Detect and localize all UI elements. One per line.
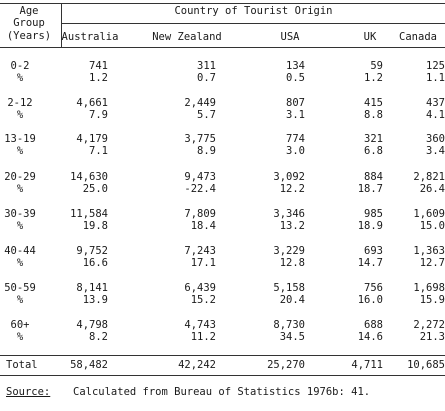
percent-cell-new-zealand: 8.9 (197, 145, 216, 157)
percent-cell-uk: 8.8 (364, 109, 383, 121)
percent-cell-usa: 34.5 (279, 331, 305, 343)
percent-cell-new-zealand: -22.4 (184, 183, 216, 195)
count-cell-canada: 1,698 (413, 282, 445, 294)
header-bottom-rule (0, 47, 445, 48)
count-cell-canada: 2,272 (413, 319, 445, 331)
percent-cell-canada: 1.1 (426, 72, 445, 84)
percent-cell-uk: 16.0 (357, 294, 383, 306)
table-top-rule (0, 3, 445, 4)
percent-cell-canada: 15.0 (419, 220, 445, 232)
percent-cell-australia: 16.6 (82, 257, 108, 269)
count-cell-canada: 360 (426, 133, 445, 145)
count-cell-australia: 4,798 (76, 319, 108, 331)
age-group-label: 13-19 (4, 133, 36, 145)
percent-cell-canada: 15.9 (419, 294, 445, 306)
age-group-label: 50-59 (4, 282, 36, 294)
percent-cell-usa: 13.2 (279, 220, 305, 232)
column-header-canada: Canada (399, 31, 437, 43)
total-cell-australia: 58,482 (70, 359, 108, 371)
percent-cell-canada: 12.7 (419, 257, 445, 269)
age-group-label: 60+ (10, 319, 30, 331)
count-cell-uk: 321 (364, 133, 383, 145)
stub-header-line-2: Group (13, 17, 45, 29)
percent-cell-usa: 12.2 (279, 183, 305, 195)
percent-cell-australia: 13.9 (82, 294, 108, 306)
percent-label: % (16, 145, 24, 157)
table-bottom-rule (0, 375, 445, 376)
percent-cell-new-zealand: 11.2 (190, 331, 216, 343)
percent-label: % (16, 257, 24, 269)
total-cell-canada: 10,685 (407, 359, 445, 371)
count-cell-new-zealand: 9,473 (184, 171, 216, 183)
age-group-label: 0-2 (10, 60, 30, 72)
count-cell-new-zealand: 7,243 (184, 245, 216, 257)
percent-cell-australia: 8.2 (89, 331, 108, 343)
percent-label: % (16, 109, 24, 121)
total-cell-usa: 25,270 (267, 359, 305, 371)
age-group-label: 2-12 (7, 97, 33, 109)
percent-cell-uk: 18.7 (357, 183, 383, 195)
count-cell-usa: 134 (286, 60, 305, 72)
count-cell-usa: 8,730 (273, 319, 305, 331)
count-cell-canada: 125 (426, 60, 445, 72)
column-header-uk: UK (363, 31, 377, 43)
percent-cell-australia: 25.0 (82, 183, 108, 195)
group-header: Country of Tourist Origin (174, 5, 333, 17)
total-label: Total (6, 359, 38, 371)
count-cell-new-zealand: 3,775 (184, 133, 216, 145)
percent-cell-canada: 3.4 (426, 145, 445, 157)
group-header-rule (62, 23, 445, 24)
count-cell-usa: 5,158 (273, 282, 305, 294)
count-cell-usa: 3,092 (273, 171, 305, 183)
percent-cell-canada: 21.3 (419, 331, 445, 343)
age-group-label: 30-39 (4, 208, 36, 220)
percent-cell-australia: 1.2 (89, 72, 108, 84)
count-cell-uk: 693 (364, 245, 383, 257)
percent-cell-new-zealand: 15.2 (190, 294, 216, 306)
percent-label: % (16, 183, 24, 195)
column-header-australia: Australia (61, 31, 119, 43)
count-cell-new-zealand: 4,743 (184, 319, 216, 331)
total-cell-uk: 4,711 (351, 359, 383, 371)
percent-cell-usa: 3.1 (286, 109, 305, 121)
count-cell-australia: 11,584 (70, 208, 108, 220)
count-cell-canada: 1,363 (413, 245, 445, 257)
count-cell-australia: 14,630 (70, 171, 108, 183)
source-text: Calculated from Bureau of Statistics 1976b: 41. (73, 386, 371, 398)
count-cell-uk: 415 (364, 97, 383, 109)
percent-cell-uk: 14.7 (357, 257, 383, 269)
percent-cell-new-zealand: 17.1 (190, 257, 216, 269)
count-cell-new-zealand: 2,449 (184, 97, 216, 109)
stub-header-line-3: (Years) (6, 30, 52, 42)
count-cell-uk: 756 (364, 282, 383, 294)
percent-cell-new-zealand: 5.7 (197, 109, 216, 121)
count-cell-usa: 3,346 (273, 208, 305, 220)
percent-label: % (16, 72, 24, 84)
count-cell-australia: 4,661 (76, 97, 108, 109)
percent-label: % (16, 294, 24, 306)
column-header-usa: USA (280, 31, 300, 43)
count-cell-usa: 807 (286, 97, 305, 109)
percent-cell-usa: 3.0 (286, 145, 305, 157)
count-cell-canada: 1,609 (413, 208, 445, 220)
count-cell-new-zealand: 7,809 (184, 208, 216, 220)
total-cell-new-zealand: 42,242 (178, 359, 216, 371)
count-cell-new-zealand: 311 (197, 60, 216, 72)
count-cell-usa: 774 (286, 133, 305, 145)
stub-header-line-1: Age (19, 5, 39, 17)
count-cell-uk: 884 (364, 171, 383, 183)
age-group-label: 20-29 (4, 171, 36, 183)
percent-cell-canada: 26.4 (419, 183, 445, 195)
percent-cell-australia: 7.1 (89, 145, 108, 157)
percent-cell-australia: 7.9 (89, 109, 108, 121)
percent-cell-usa: 12.8 (279, 257, 305, 269)
percent-cell-uk: 14.6 (357, 331, 383, 343)
count-cell-uk: 59 (370, 60, 383, 72)
count-cell-australia: 741 (89, 60, 108, 72)
percent-cell-uk: 18.9 (357, 220, 383, 232)
count-cell-canada: 2,821 (413, 171, 445, 183)
percent-cell-usa: 0.5 (286, 72, 305, 84)
source-label: Source: (6, 386, 51, 398)
count-cell-australia: 4,179 (76, 133, 108, 145)
percent-cell-usa: 20.4 (279, 294, 305, 306)
percent-label: % (16, 220, 24, 232)
percent-label: % (16, 331, 24, 343)
count-cell-usa: 3,229 (273, 245, 305, 257)
count-cell-australia: 9,752 (76, 245, 108, 257)
count-cell-uk: 985 (364, 208, 383, 220)
count-cell-canada: 437 (426, 97, 445, 109)
percent-cell-new-zealand: 0.7 (197, 72, 216, 84)
total-rule (0, 355, 445, 356)
age-group-label: 40-44 (4, 245, 36, 257)
column-header-new-zealand: New Zealand (152, 31, 222, 43)
percent-cell-new-zealand: 18.4 (190, 220, 216, 232)
count-cell-uk: 688 (364, 319, 383, 331)
percent-cell-australia: 19.8 (82, 220, 108, 232)
percent-cell-canada: 4.1 (426, 109, 445, 121)
percent-cell-uk: 1.2 (364, 72, 383, 84)
count-cell-australia: 8,141 (76, 282, 108, 294)
percent-cell-uk: 6.8 (364, 145, 383, 157)
count-cell-new-zealand: 6,439 (184, 282, 216, 294)
